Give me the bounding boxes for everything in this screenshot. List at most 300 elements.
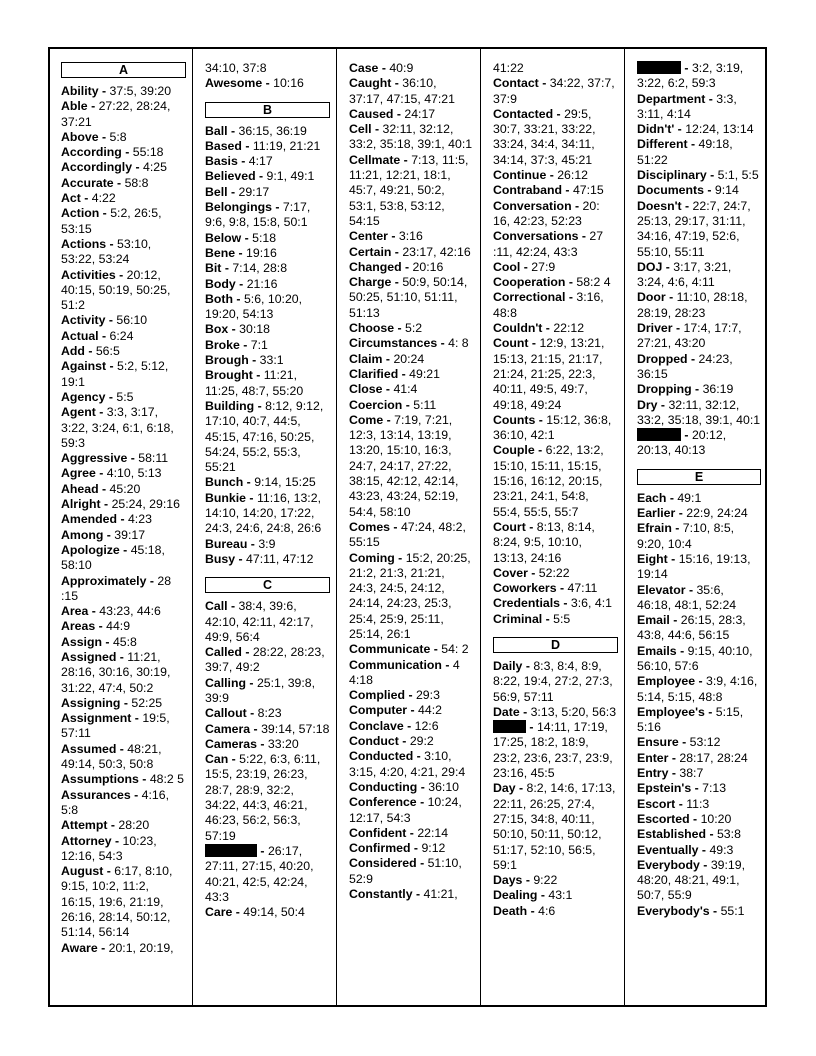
index-entry xyxy=(205,752,330,844)
page-line-references: 3:9, 4:16, 5:14, 5:15, 48:8 xyxy=(637,674,758,704)
index-term: Busy xyxy=(205,551,236,566)
index-entry xyxy=(61,696,186,711)
index-term: Assumed xyxy=(61,741,117,756)
term-dash: - xyxy=(88,604,100,619)
term-dash: - xyxy=(127,451,139,466)
page-line-references: 49:14, 50:4 xyxy=(243,905,305,920)
index-entry xyxy=(349,413,474,520)
index-entry xyxy=(61,130,186,145)
term-dash: - xyxy=(538,76,550,91)
page-line-references: 43:23, 44:6 xyxy=(99,604,161,619)
term-dash: - xyxy=(99,206,111,221)
index-entry xyxy=(61,84,186,99)
page-line-references: 20:1, 20:19, xyxy=(108,940,174,955)
term-dash: - xyxy=(116,649,128,664)
index-entry xyxy=(493,596,618,611)
term-dash: - xyxy=(393,106,405,121)
term-dash: - xyxy=(402,397,414,412)
term-dash: - xyxy=(241,230,253,245)
page-line-references: 27:22, 28:24, 37:21 xyxy=(61,99,171,129)
index-term: Different xyxy=(637,137,688,152)
index-term: Conversations xyxy=(493,229,579,244)
index-entry xyxy=(637,766,761,781)
letter-section-header: C xyxy=(205,577,330,593)
page-line-references: 41:22 xyxy=(493,61,524,75)
index-entry xyxy=(493,873,618,888)
page-line-references: 19:5, 57:11 xyxy=(61,711,170,741)
index-term: Accordingly xyxy=(61,160,133,175)
index-term: Activities xyxy=(61,267,116,282)
index-entry xyxy=(205,645,330,676)
page-line-references: 9:1, 49:1 xyxy=(266,169,315,184)
index-term: Conclave xyxy=(349,718,404,733)
page-line-references: 36:10 xyxy=(428,779,460,794)
page-line-references: 4 4:18 xyxy=(349,657,460,687)
term-dash: - xyxy=(562,183,573,198)
index-term: Bene xyxy=(205,245,236,260)
page-line-references: 11:3 xyxy=(686,796,710,811)
index-entry xyxy=(637,183,761,198)
index-entry xyxy=(493,888,618,903)
index-term: Email xyxy=(637,613,670,628)
term-dash: - xyxy=(247,536,259,551)
term-dash: - xyxy=(98,129,110,144)
page-line-references: 10:24, 12:17, 54:3 xyxy=(349,795,462,825)
index-term: Clarified xyxy=(349,366,399,381)
index-term: Ahead xyxy=(61,481,99,496)
index-term: Come xyxy=(349,412,384,427)
index-term: Brough xyxy=(205,353,249,368)
index-term: Certain xyxy=(349,244,392,259)
index-entry xyxy=(637,858,761,904)
index-term: Conduct xyxy=(349,734,399,749)
term-dash: - xyxy=(255,169,267,184)
page-line-references: 11:21, 28:16, 30:16, 30:19, 31:22, 47:4, 50:2 xyxy=(61,649,171,695)
index-entry xyxy=(637,904,761,919)
page-line-references: 29:5, 30:7, 33:21, 33:22, 33:24, 34:4, 34:11, 34:14, 37:3, 45:21 xyxy=(493,106,596,167)
index-entry xyxy=(637,290,761,321)
term-dash: - xyxy=(405,688,416,703)
page-line-references: 44:9 xyxy=(106,619,131,634)
term-dash: - xyxy=(227,184,239,199)
term-dash: - xyxy=(105,389,117,404)
term-dash: - xyxy=(571,198,583,213)
page-line-references: 33:20 xyxy=(267,736,299,751)
index-term: Areas xyxy=(61,619,96,634)
term-dash: - xyxy=(526,720,537,735)
index-term: Contacted xyxy=(493,106,554,121)
page-line-references: 7:10, 8:5, 9:20, 10:4 xyxy=(637,521,735,551)
index-entry xyxy=(205,844,330,905)
redaction-block xyxy=(493,720,526,733)
page-line-references: 39:14, 57:18 xyxy=(261,721,330,736)
page-line-references: 20:12, 40:15, 50:19, 50:25, 51:2 xyxy=(61,267,171,313)
page-line-references: 9:15, 40:10, 56:10, 57:6 xyxy=(637,643,753,673)
term-dash: - xyxy=(117,512,128,527)
term-dash: - xyxy=(257,843,268,858)
index-term: Actions xyxy=(61,236,107,251)
term-dash: - xyxy=(115,267,127,282)
index-entry xyxy=(61,191,186,206)
index-term: Escort xyxy=(637,796,676,811)
index-entry xyxy=(349,153,474,229)
page-line-references: 22:7, 24:7, 25:13, 29:17, 31:11, 34:16, 47:19, 52:6, 55:10, 55:11 xyxy=(637,198,751,259)
index-entry xyxy=(637,122,761,137)
term-dash: - xyxy=(103,527,115,542)
index-term: Considered xyxy=(349,856,417,871)
page-line-references: 48:2 5 xyxy=(149,772,185,787)
page-line-references: 3:16 xyxy=(398,229,423,244)
page-line-references: 28:17, 28:24 xyxy=(679,750,748,765)
index-entry xyxy=(205,475,330,490)
page-line-references: 52:25 xyxy=(131,695,163,710)
index-entry xyxy=(349,321,474,336)
index-entry xyxy=(61,818,186,833)
page-line-references: 9:14 xyxy=(714,183,739,198)
page-line-references: 26:17, 27:11, 27:15, 40:20, 40:21, 42:5, 42:24, 43:3 xyxy=(205,843,314,904)
index-entry xyxy=(349,107,474,122)
index-entry xyxy=(637,92,761,123)
index-term: Assumptions xyxy=(61,772,139,787)
index-entry xyxy=(493,229,618,260)
index-term: Employee xyxy=(637,674,696,689)
index-term: Assigning xyxy=(61,695,121,710)
index-entry xyxy=(205,706,330,721)
page-line-references: 20:24 xyxy=(393,351,425,366)
index-entry xyxy=(349,336,474,351)
index-entry xyxy=(349,229,474,244)
term-dash: - xyxy=(102,634,113,649)
term-dash: - xyxy=(241,138,253,153)
term-dash: - xyxy=(666,490,678,505)
index-entry xyxy=(493,705,618,720)
index-entry xyxy=(349,275,474,321)
index-column-5 xyxy=(624,47,767,1007)
term-dash: - xyxy=(113,175,125,190)
index-term: Counts xyxy=(493,412,536,427)
page-line-references: 11:21, 11:25, 48:7, 55:20 xyxy=(205,368,304,398)
index-column-1 xyxy=(48,47,192,1007)
page-line-references: 15:2, 20:25, 21:2, 21:3, 21:21, 24:3, 24:5, 24:12, 24:14, 24:23, 25:3, 25:4, 25:9, 25:11, 25:14, 26:1 xyxy=(349,550,471,641)
index-term: Bunch xyxy=(205,475,244,490)
term-dash: - xyxy=(691,781,703,796)
index-term: Door xyxy=(637,290,666,305)
page-line-references: 29:17 xyxy=(238,184,270,199)
term-dash: - xyxy=(565,290,577,305)
index-term: Eventually xyxy=(637,842,699,857)
index-entry xyxy=(637,781,761,796)
index-term: Act xyxy=(61,191,81,206)
term-dash: - xyxy=(565,275,577,290)
page-line-references: 56:5 xyxy=(95,344,120,359)
page-line-references: 26:12 xyxy=(557,168,588,183)
index-term: Department xyxy=(637,91,706,106)
index-term: Constantly xyxy=(349,887,413,902)
index-entry xyxy=(61,834,186,865)
page-line-references: 19:16 xyxy=(246,245,277,260)
term-dash: - xyxy=(228,322,240,337)
index-entry xyxy=(61,451,186,466)
term-dash: - xyxy=(394,321,406,336)
index-term: Continue xyxy=(493,168,547,183)
index-term: Accurate xyxy=(61,175,114,190)
page-line-references: 12:6 xyxy=(414,718,439,733)
term-dash: - xyxy=(394,550,406,565)
index-term: Communication xyxy=(349,657,442,672)
letter-section-header: B xyxy=(205,102,330,118)
term-dash: - xyxy=(106,359,118,374)
page-line-references: 10:20 xyxy=(700,811,732,826)
index-term: Cooperation xyxy=(493,275,566,290)
index-term: Correctional xyxy=(493,290,566,305)
index-term: Ability xyxy=(61,84,99,98)
index-entry xyxy=(205,61,330,76)
index-term: Alright xyxy=(61,497,101,512)
term-dash: - xyxy=(678,735,690,750)
index-entry xyxy=(493,659,618,705)
index-term: Calling xyxy=(205,675,246,690)
index-entry xyxy=(61,268,186,314)
index-term: Epstein's xyxy=(637,781,692,796)
page-line-references: 45:20 xyxy=(109,481,141,496)
page-line-references: 35:6, 46:18, 48:1, 52:24 xyxy=(637,582,737,612)
index-entry xyxy=(349,795,474,826)
term-dash: - xyxy=(705,91,717,106)
term-dash: - xyxy=(681,428,692,443)
page-line-references: 5:8 xyxy=(109,129,127,144)
page-line-references: 12:24, 13:14 xyxy=(685,122,754,137)
index-entry xyxy=(205,124,330,139)
page-line-references: 10:23, 12:16, 54:3 xyxy=(61,833,157,863)
page-line-references: 41:4 xyxy=(393,382,418,397)
index-entry xyxy=(637,735,761,750)
page-line-references: 49:3 xyxy=(709,842,734,857)
index-entry xyxy=(61,313,186,328)
index-term: Attorney xyxy=(61,833,112,848)
index-term: Actual xyxy=(61,328,99,343)
redaction-block xyxy=(637,61,681,74)
index-entry xyxy=(205,185,330,200)
index-entry xyxy=(637,674,761,705)
page-line-references: 5:5 xyxy=(116,389,134,404)
index-term: Day xyxy=(493,781,516,796)
page-line-references: 29:3 xyxy=(415,688,440,703)
page-line-references: 8:12, 9:12, 17:10, 40:7, 44:5, 45:15, 47:16, 50:25, 54:24, 55:2, 55:3, 55:21 xyxy=(205,398,324,475)
term-dash: - xyxy=(416,856,428,871)
index-entry xyxy=(349,749,474,780)
page-line-references: 11:16, 13:2, 14:10, 14:20, 17:22, 24:3, 24:6, 24:8, 26:6 xyxy=(205,490,322,536)
term-dash: - xyxy=(669,613,681,628)
index-entry xyxy=(493,321,618,336)
index-entry xyxy=(205,737,330,752)
index-entry xyxy=(637,506,761,521)
page-line-references: 49:21 xyxy=(409,366,440,381)
page-line-references: 11:19, 21:21 xyxy=(252,138,321,153)
term-dash: - xyxy=(657,397,669,412)
index-term: Box xyxy=(205,322,229,337)
index-term: Center xyxy=(349,229,388,244)
index-term: August xyxy=(61,864,104,879)
index-entry xyxy=(349,719,474,734)
index-term: Daily xyxy=(493,658,523,673)
index-entry xyxy=(349,658,474,689)
term-dash: - xyxy=(416,795,428,810)
index-column-4 xyxy=(480,47,624,1007)
term-dash: - xyxy=(546,168,558,183)
page-line-references: 5:11 xyxy=(413,397,437,412)
index-entry xyxy=(205,231,330,246)
index-term: Callout xyxy=(205,706,247,721)
term-dash: - xyxy=(391,244,403,259)
term-dash: - xyxy=(527,565,539,580)
index-entry xyxy=(493,612,618,627)
index-term: Area xyxy=(61,604,89,619)
page-line-references: 26:15, 28:3, 43:8, 44:6, 56:15 xyxy=(637,613,746,643)
page-line-references: 58:2 4 xyxy=(576,275,611,290)
index-term: Basis xyxy=(205,154,238,169)
page-line-references: 5:15, 5:16 xyxy=(637,704,744,735)
page-line-references: 54: 2 xyxy=(441,642,469,657)
index-term: Choose xyxy=(349,321,395,336)
page-line-references: 3:3, 3:11, 4:14 xyxy=(637,91,737,121)
index-entry xyxy=(61,543,186,574)
page-line-references: 20:12, 20:13, 40:13 xyxy=(637,428,727,458)
page-line-references: 3:6, 4:1 xyxy=(570,596,612,611)
index-entry xyxy=(637,521,761,552)
index-term: Established xyxy=(637,827,707,842)
index-entry xyxy=(349,826,474,841)
index-term: Believed xyxy=(205,169,256,184)
page-line-references: 7:1 xyxy=(250,337,268,352)
term-dash: - xyxy=(665,290,677,305)
term-dash: - xyxy=(671,521,683,536)
term-dash: - xyxy=(662,259,674,274)
term-dash: - xyxy=(691,382,703,397)
index-term: Credentials xyxy=(493,596,560,611)
term-dash: - xyxy=(111,833,123,848)
index-entry xyxy=(349,76,474,107)
index-entry xyxy=(349,642,474,657)
page-line-references: 34:10, 37:8 xyxy=(205,61,267,75)
page-line-references: 5:22, 6:3, 6:11, 15:5, 23:19, 26:23, 28:7, 28:9, 32:2, 34:22, 44:3, 46:21, 46:23, 56:2, 56:3, 57:19 xyxy=(205,752,321,843)
term-dash: - xyxy=(97,940,109,955)
index-entry xyxy=(61,619,186,634)
letter-section-header: A xyxy=(61,62,186,78)
term-dash: - xyxy=(246,675,257,690)
index-entry xyxy=(493,183,618,198)
page-line-references: 21:16 xyxy=(246,276,278,291)
index-entry xyxy=(205,368,330,399)
term-dash: - xyxy=(235,276,247,291)
index-entry xyxy=(61,497,186,512)
term-dash: - xyxy=(687,137,699,152)
index-term: Days xyxy=(493,873,523,888)
term-dash: - xyxy=(668,766,680,781)
page-line-references: 25:1, 39:8, 39:9 xyxy=(205,675,316,705)
term-dash: - xyxy=(685,582,697,597)
term-dash: - xyxy=(383,412,395,427)
page-line-references: 9:22 xyxy=(533,873,558,888)
index-entry xyxy=(493,290,618,321)
index-entry xyxy=(61,206,186,237)
page-line-references: 44:2 xyxy=(418,703,442,718)
page-line-references: 25:24, 29:16 xyxy=(111,497,180,512)
index-term: Above xyxy=(61,129,99,144)
term-dash: - xyxy=(520,259,532,274)
term-dash: - xyxy=(410,841,422,856)
page-line-references: 32:11, 32:12, 33:2, 35:18, 39:1, 40:1 xyxy=(349,122,473,152)
page-line-references: 3:17, 3:21, 3:24, 4:6, 4:11 xyxy=(637,259,732,290)
page-line-references: 14:11, 17:19, 17:25, 18:2, 18:9, 23:2, 23:6, 23:7, 23:9, 23:16, 45:5 xyxy=(493,720,613,781)
term-dash: - xyxy=(391,76,403,91)
index-entry xyxy=(637,751,761,766)
term-dash: - xyxy=(689,811,701,826)
index-term: Court xyxy=(493,519,526,534)
index-term: Both xyxy=(205,291,233,306)
page-line-references: 52:22 xyxy=(538,565,570,580)
index-entry xyxy=(61,237,186,268)
index-entry xyxy=(349,856,474,887)
index-term: Able xyxy=(61,99,88,114)
page-line-references: 7:17, 9:6, 9:8, 15:8, 50:1 xyxy=(205,200,311,230)
index-term: Employee's xyxy=(637,704,705,719)
term-dash: - xyxy=(262,76,274,91)
index-entry xyxy=(61,635,186,650)
term-dash: - xyxy=(704,704,716,719)
term-dash: - xyxy=(248,353,260,368)
index-term: Efrain xyxy=(637,521,672,536)
term-dash: - xyxy=(119,542,131,557)
index-entry xyxy=(349,398,474,413)
index-term: Cool xyxy=(493,259,521,274)
index-entry xyxy=(349,520,474,551)
index-entry xyxy=(637,61,761,92)
index-term: Everybody's xyxy=(637,903,710,918)
term-dash: - xyxy=(400,152,412,167)
term-dash: - xyxy=(138,772,150,787)
index-term: Assignment xyxy=(61,711,132,726)
term-dash: - xyxy=(100,497,112,512)
index-term: Count xyxy=(493,336,529,351)
index-entry xyxy=(493,443,618,519)
index-term: Couple xyxy=(493,443,535,458)
index-term: Amended xyxy=(61,512,118,527)
index-entry xyxy=(205,292,330,323)
index-term: Called xyxy=(205,645,242,660)
page-line-references: 9:14, 15:25 xyxy=(254,475,316,490)
term-dash: - xyxy=(437,336,449,351)
page-line-references: 36:15, 36:19 xyxy=(238,123,307,138)
page-line-references: 7:13 xyxy=(702,781,727,796)
index-entry xyxy=(349,352,474,367)
index-term: Awesome xyxy=(205,76,263,91)
term-dash: - xyxy=(441,657,453,672)
index-term: Conducting xyxy=(349,779,418,794)
index-column-3 xyxy=(336,47,480,1007)
index-term: Caused xyxy=(349,106,394,121)
term-dash: - xyxy=(675,506,687,521)
term-dash: - xyxy=(120,695,132,710)
term-dash: - xyxy=(235,245,247,260)
index-term: Entry xyxy=(637,766,669,781)
term-dash: - xyxy=(515,781,527,796)
index-term: Everybody xyxy=(637,857,700,872)
page-line-references: 8:2, 14:6, 17:13, 22:11, 26:25, 27:4, 27:15, 34:8, 40:11, 50:10, 50:11, 50:12, 51:17, 52:10, 56:5, 59:1 xyxy=(493,781,616,872)
page-line-references: 20: 16, 42:23, 52:23 xyxy=(493,198,600,228)
page-line-references: 5:1, 5:5 xyxy=(717,168,759,183)
index-term: Coming xyxy=(349,550,395,565)
index-term: Approximately xyxy=(61,573,147,588)
